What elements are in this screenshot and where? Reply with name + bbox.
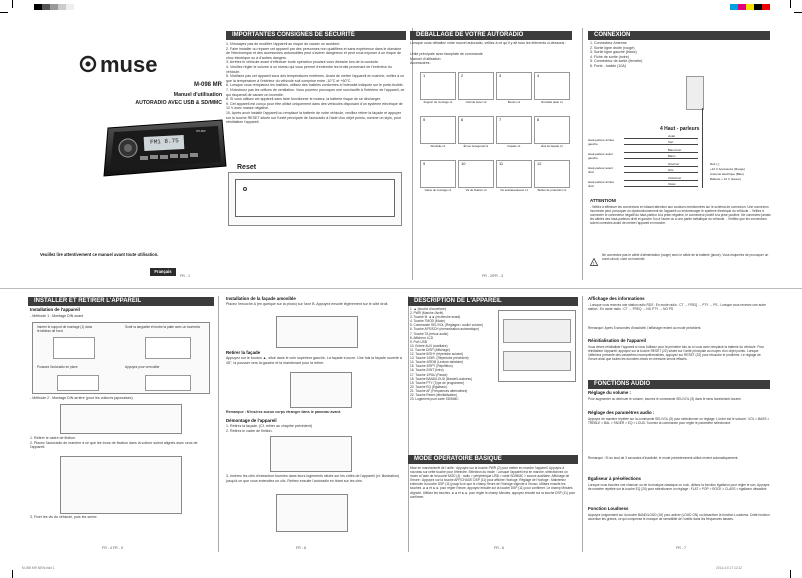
wire — [624, 166, 698, 167]
dismount-step: 2. Retirez le cadre de finition. — [226, 428, 273, 433]
install-step: 1. Retirer le cadre de finition. — [30, 436, 76, 440]
install-subheading: Installation de l'appareil — [30, 307, 80, 312]
description-item: 20. Touche EQ (Égaliseur) — [410, 384, 448, 389]
front-panel-diagram — [498, 310, 576, 382]
print-timestamp: 2014-4-5 17:12:12 — [716, 566, 743, 570]
page-number: FR - 6 — [296, 546, 306, 550]
install-steps — [30, 436, 210, 450]
mounting-sleeve — [53, 337, 95, 359]
install-diagram-2 — [60, 404, 182, 434]
reset-label: Reset — [237, 164, 257, 171]
unpacking-item: Accessoires : — [410, 61, 432, 66]
mounting-sleeve — [145, 337, 191, 359]
dismount-step: 1. Retirez la façade. (Cf. retirer au chapitre précédent) — [226, 424, 313, 428]
speaker-label: Haut-parleur arrière droit — [588, 180, 615, 188]
svg-text:muse: muse — [196, 128, 206, 133]
wire-color: Violet/noir — [668, 176, 682, 180]
crop-mark — [0, 12, 8, 13]
connection-list — [590, 41, 710, 69]
color-registration-bar — [34, 4, 74, 10]
params-title: Réglage des paramètres audio : — [588, 410, 655, 415]
figure-note: Insérer le support de montage (1) dans le tableau de bord. — [37, 325, 93, 334]
connection-item: 4. Fiche de sortie (noire) — [590, 54, 629, 59]
security-item: 3. Arrêtez le véhicule avant d'effectuer toute opération pouvant vous distraire lors de la conduite. — [226, 60, 380, 65]
language-tab: Français — [150, 268, 176, 276]
install-step: 3. Fixer les vis du véhicule, puis les serrer. — [30, 515, 98, 519]
radio-unit — [57, 375, 99, 391]
crop-mark — [12, 0, 13, 8]
brand-logo — [78, 52, 198, 76]
facade-title: Installation de la façade amovible — [226, 296, 296, 301]
description-item: 18. Touche BAND/LOUD (Bande/Loudness) — [410, 376, 472, 381]
figure-note: Sortir la languette et tordre la patte avec un tournevis — [125, 325, 200, 329]
wire — [624, 144, 698, 145]
unpacking-item: Unité principale avec faceplate de commande — [410, 52, 483, 56]
loudness-title: Fonction Loudness — [588, 506, 629, 511]
crop-mark — [790, 0, 791, 8]
section-header-security: IMPORTANTES CONSIGNES DE SÉCURITÉ — [226, 31, 406, 40]
description-item: 17. Touche 1/PAU (Pause) — [410, 372, 448, 377]
install-method-2: - Méthode 2 : Montage DIN arrière (pour les voitures japonaises) — [30, 396, 133, 400]
wire-color: Violet — [668, 182, 676, 186]
description-item: 10. Entrée AUX (auxiliaire) — [410, 343, 448, 348]
page-number: FR - 4 FR - 5 — [102, 546, 123, 550]
column-divider — [582, 296, 583, 552]
wire-color: Blanc — [668, 154, 676, 158]
params-text: Appuyez de manière répétée sur la commande SEL/VOL (5) pour sélectionner un réglage. L'ordre est le suivant : VOL > BASS > TREBLE > BAL > FADER > EQ > LOUD. Tournez la commande pour régler le paramètre sélectionné. — [588, 417, 770, 426]
dismount-title: Démontage de l'appareil — [226, 418, 277, 423]
loudness-text: Appuyez longuement sur la touche BAND/LOUD (18) pour activer (LOUD ON) ou désactiver la fonction Loudness. Cette fonction accentue les graves, ce qui compense le manque de sensibilité de l'oreille dans les fréquences basses. — [588, 513, 770, 522]
security-item: 6. Lorsque vous remplacez les fusibles, utilisez des fusibles conformes à l'intensité indiquée sur le porte-fusible. — [226, 83, 404, 88]
wire — [624, 152, 698, 153]
install-diagram-1 — [32, 322, 210, 394]
wire-bundle — [702, 108, 703, 188]
brand-wordmark: muse — [100, 52, 158, 76]
file-slug: M-098 MR NEW.indd 1 — [22, 566, 55, 570]
info-remark: Remarque: Après 5 secondes d'inactivité, l'affichage revient au mode précédent. — [588, 326, 702, 330]
description-item: 3. Touche M ◄◄ (recherche avant) — [410, 315, 461, 320]
accessory-item: 9 Gaine de montage x1 — [420, 160, 456, 188]
extract-text: 3. Insérez les clés d'extraction fournies dans leurs logements situés sur les côtés de l'appareil (cf. illustration) jusqu'à ce que vous entendiez un clic. Retirez ensuite l'autoradio en tirant sur les clés. — [226, 474, 400, 483]
info-display-text: - Lorsque vous recevez une station radio RDS : En mode radio : CT → FREQ → PTY → PS - Lorsque vous recevez une autre station : En mode radio : CT → FREQ → NO PTY → NO PS — [588, 303, 766, 312]
panel-outline — [503, 351, 571, 371]
connection-item: 2. Sortie ligne droite (rouge) — [590, 45, 635, 50]
unpacking-list — [410, 52, 572, 66]
wire-color: violet — [668, 134, 676, 138]
read-carefully-note: Veuillez lire attentivement ce manuel avant toute utilisation. — [40, 252, 159, 257]
connection-item: 6. Porte - fusible (10A) — [590, 63, 626, 68]
wire-color: Gris — [668, 168, 674, 172]
accessory-item: 3 Boulon x1 — [496, 72, 532, 100]
description-item: 19. Touche PTY (Type de programme) — [410, 380, 465, 385]
accessory-item: 8 Étui de façade x1 — [534, 116, 570, 144]
section-header-install: INSTALLER ET RETIRER L'APPAREIL — [28, 297, 214, 306]
page-number: FR - 2/FR - 3 — [482, 274, 503, 278]
security-item: 10. Après avoir installé l'appareil ou remplacé la batterie de votre véhicule, veuillez retirer la façade et appuyer sur la touche RESET située sur l'unité principale de l'autoradio à l'aide d'un objet pointu, comme un stylo, pour réinitialiser l'appareil. — [226, 110, 402, 125]
wire — [624, 138, 698, 139]
description-item: 6. Touche APS/SCH (mémorisation automatique) — [410, 327, 480, 332]
wire — [624, 186, 698, 187]
panel-outline — [503, 319, 571, 343]
wire — [624, 180, 698, 181]
connection-item: 3. Sortie ligne gauche (blanc) — [590, 50, 637, 55]
description-item: 5. Commande SEL/VOL (Réglages / audio/ volume) — [410, 323, 484, 328]
install-method-1: - Méthode 1 : Montage DIN avant — [30, 314, 84, 318]
description-item: 22. Touche Reset (réinitialisation) — [410, 392, 458, 397]
manual-title: Manuel d'utilisation — [173, 92, 222, 98]
wiring-diagram — [588, 72, 770, 192]
description-item: 7. Touche TA (retour audio) — [410, 331, 449, 336]
power-label: Antenne électrique (Bleu) — [710, 172, 744, 176]
description-item: 21. Touche AF (Fréquences alternatives) — [410, 388, 468, 393]
description-item: 15. Touche 3/RPT (Répétition) — [410, 364, 453, 369]
basic-operation-text: Mise en marche/arrêt de l'unité : Appuyez sur la touche PWR (2) pour mettre en marche l'appareil. Appuyez à nouveau sur cette touche pour l'éteindre. Sélection du mode : Lorsque l'appareil est en marche, sélectionnez un mode à l'aide de la touche MOD (4) : radio > périphérique USB > carte SD/MMC > source auxiliaire. Affichage de l'heure : Appuyez sur la touche AFFICHAGE DSP (11) pour afficher l'horloge. Réglage de l'horloge : Maintenez enfoncée la touche DSP (11) jusqu'à ce que le champ Heure de l'horloge clignote à l'écran. Utilisez ensuite les touches ◄◄ et ►► pour régler l'heure, appuyez ensuite sur la touche DSP (11) pour confirmer. Le champ Minutes clignote. Utilisez les touches ◄◄ et ►► pour régler le champ Minutes, appuyez ensuite sur la touche DSP (11) pour confirmer. — [410, 466, 576, 499]
install-diagram-3 — [60, 456, 182, 514]
power-label: Noir (-) — [710, 162, 720, 166]
column-divider — [218, 296, 219, 552]
dismount-figure — [270, 436, 352, 472]
attention-title: ATTENTION! — [590, 198, 617, 203]
accessory-item: 4 Rondelle plate x1 — [534, 72, 570, 100]
security-item: 4. Veuillez régler le volume à un niveau qui vous permet d'entendre les bruits provenant de l'extérieur du véhicule. — [226, 64, 392, 74]
car-radio-illustration — [100, 118, 230, 180]
wire-color: Vert — [668, 140, 674, 144]
description-item: 9. Port USB — [410, 339, 427, 344]
radio-unit — [145, 375, 191, 391]
radio-display-text: FM1 8.75 — [149, 137, 179, 146]
eq-text: Lorsque vous écoutez une chanson ou de la musique classique ou rock, utilisez la fonction égaliseur pour régler le son. Appuyez de manière répétée sur la touche EQ (20) pour sélectionner un réglage : FLAT > POP > ROCK > CLASS > égaliseur désactivé. — [588, 483, 770, 492]
accessory-item: 12 Boîtier de protection x1 — [534, 160, 570, 188]
power-label: +12 V Accessoire (Rouge) — [710, 167, 745, 171]
speaker-label: Haut-parleur avant gauche — [588, 152, 613, 160]
description-list — [410, 307, 496, 401]
power-label: Batterie + 12 V (Jaune) — [710, 177, 741, 181]
connection-item: 1. Connecteur Antenne — [590, 41, 627, 45]
warning-text: Ne connectez pas le câble d'alimentation (rouge) avec le câble de la batterie (jaune). Vous risqueriez de provoquer un court-circuit, voire un incendie. — [602, 253, 769, 262]
dismount-steps — [226, 424, 406, 433]
description-item: 14. Touche 4/RDM (Lecture aléatoire) — [410, 360, 464, 365]
security-item: 9. Cet appareil est conçu pour être utilisé uniquement dans des véhicules disposant d'un système électrique de 12 V avec masse négative. — [226, 101, 403, 111]
crop-mark — [794, 12, 802, 13]
accessory-item: 5 Rondelle x1 — [420, 116, 456, 144]
description-item: 13. Touche 1/DIR- (Répertoire précédent) — [410, 356, 469, 361]
description-item: 8. Afficheur LCD — [410, 335, 434, 340]
security-item: 1. N'essayez pas de modifier l'appareil au risque de causer un accident. — [226, 42, 341, 46]
accessory-item: 10 Vis de fixation x4 — [458, 160, 494, 188]
description-item: 16. Touche 2/INT (Intro) — [410, 368, 444, 373]
facade-text: Placez l'encoche A (en quelque sur la photo) sur l'axe B. Appuyez ensuite légèrement sur le côté droit. — [226, 302, 389, 306]
install-step: 2. Placez l'autoradio de manière à ce que les trous de fixation dans la voiture soient alignés avec ceux de l'appareil. — [30, 440, 198, 450]
accessory-item: 7 Façade x1 — [496, 116, 532, 144]
unpacking-intro: Lorsque vous déballez votre nouvel autoradio, veillez à ce qu'il y ait tous les éléments ci-dessous : — [410, 41, 567, 45]
page-number: FR - 7 — [676, 546, 686, 550]
extract-figure — [276, 494, 348, 532]
sheet-divider — [0, 288, 802, 289]
wire — [624, 172, 698, 173]
figure-note: Appuyez pour verrouiller — [125, 365, 160, 369]
description-item: 4. Touche TMOD (Mode) — [410, 319, 445, 324]
security-item: 7. N'obstruez pas les orifices de ventilation. Vous pourriez provoquer une surchauffe à l'intérieur de l'appareil, ce qui risquerait de causer un incendie. — [226, 87, 405, 97]
wire-color: Blanc/noir — [668, 148, 682, 152]
crop-mark — [790, 570, 791, 578]
audio-remark: Remarque : Si au bout de 3 secondes d'inactivité, le mode précédemment utilisé revient automatiquement. — [588, 456, 739, 460]
unpacking-item: Manuel d'utilisation — [410, 56, 441, 61]
section-header-unpacking: DÉBALLAGE DE VOTRE AUTORADIO — [410, 31, 572, 40]
description-item: 11. Touche DISP (Affichage) — [410, 347, 450, 352]
wire-color: Gris/noir — [668, 162, 680, 166]
radio-chassis — [235, 179, 395, 217]
security-list — [226, 42, 406, 125]
accessory-item: 11 Vis autotaraudeuse x1 — [496, 160, 532, 188]
accessory-item: 1 Support de montage x1 — [420, 72, 456, 100]
warning-icon — [590, 253, 598, 266]
remark: Remarque : N'insérez aucun corps étranger dans le panneau avant. — [226, 410, 341, 414]
remove-text: Appuyez sur le bouton ▲, situé dans le coin supérieur gauche. La façade s'ouvre. Une fois la façade ouverte à 45°, la pousser vers la gauche et la maintenant pour la retirer. — [226, 356, 402, 365]
radio-connector — [686, 76, 704, 110]
description-item: 12. Touche 5/SH+ (répertoire suivant) — [410, 352, 464, 357]
figure-note: Poussez l'autoradio en place — [37, 365, 78, 369]
speaker-label: Haut-parleur arrière gauche — [588, 138, 615, 146]
accessory-item: 6 Écrou hexagonal x1 — [458, 116, 494, 144]
facade-figure — [276, 316, 358, 348]
column-divider — [412, 28, 413, 280]
section-header-audio: FONCTIONS AUDIO — [588, 380, 770, 389]
info-display-title: Affichage des informations — [588, 296, 645, 301]
svg-text:!: ! — [593, 260, 595, 266]
description-item: 1. ▲ (touche d'ouverture) — [410, 307, 447, 311]
column-divider — [582, 28, 583, 280]
reset-hole — [243, 187, 247, 191]
volume-title: Réglage du volume : — [588, 390, 631, 395]
remove-title: Retirer la façade — [226, 350, 261, 355]
speaker-label: Haut-parleur avant droit — [588, 166, 613, 174]
wire — [624, 158, 698, 159]
color-registration-bar — [730, 4, 770, 10]
page-number: FR - 6 — [494, 546, 504, 550]
attention-text: - Veillez à effectuer les connexions en faisant attention aux couleurs mentionnées sur le schéma de connexion. Une connexion incorrecte peut provoquer un dysfonctionnement de l'appareil ou endommager le système électrique du véhicule. - Veillez à connecter le connecteur négatif du haut-parleur à la prise négative, le connecteur positif à la prise positive. Ne connectez jamais les câbles des haut-parleurs droit et gauche l'un à l'autre ou à une partie métallique du véhicule. - Vérifiez que les connexions soient correctes avant de mettre l'appareil en marche. — [590, 205, 771, 226]
connection-item: 5. Connecteur de sortie (femelle) — [590, 59, 643, 64]
accessory-grid — [420, 72, 570, 222]
reset-text: Vous devez réinitialiser l'appareil si vous l'utilisez pour la première fois ou si vous avez remplacé la batterie du véhicule. Pour réinitialiser l'appareil, appuyez sur la touche RESET (22) située sur l'unité principale au moyen d'un objet pointu. Lorsque l'afficheur présente des caractères incompréhensibles, appuyez sur RESET (22) pour résoudre le problème. Le réglage de l'heure ainsi que toutes les données mises en mémoire seront effacés. — [588, 345, 765, 362]
security-item: 2. Faire installer ou réparer cet appareil par des personnes non qualifiées et sans expérience dans le domaine de l'électronique et des accessoires automobiles peut s'avérer dangereux et peut vous exposer à un risque de choc électrique ou à d'autres dangers. — [226, 46, 402, 60]
crop-mark — [12, 570, 13, 578]
volume-text: Pour augmenter ou diminuer le volume, tournez le commande SEL/VOL (5) dans le sens horaire/anti-horaire. — [588, 397, 742, 401]
reset-figure — [228, 164, 402, 226]
security-item: 5. N'utilisez pas cet appareil sous des températures extrêmes. Avant de mettre l'appareil en marche, veillez à ce que la température à l'intérieur du véhicule soit comprise entre -10°C et +60°C. — [226, 74, 405, 83]
section-header-connection: CONNEXION — [588, 31, 770, 40]
manual-subtitle: AUTORADIO AVEC USB & SD/MMC — [135, 100, 222, 106]
security-item: 8. Si vous utilisez cet appareil sans faire fonctionner le moteur, la batterie risque de se décharger. — [226, 97, 381, 102]
page-number: FR - 1 — [180, 274, 190, 278]
description-item: 23. Logement pour carte SD/MMC — [410, 397, 459, 402]
model-number: M-098 MR — [193, 82, 222, 88]
description-item: 2. PWR (Marche /Arrêt) — [410, 311, 444, 316]
remove-figure — [290, 372, 352, 408]
section-header-basic: MODE OPÉRATOIRE BASIQUE — [408, 455, 578, 464]
column-divider — [408, 296, 409, 552]
section-header-description: DESCRIPTION DE L'APPAREIL — [408, 297, 578, 306]
accessory-item: 2 Outil de levier x2 — [458, 72, 494, 100]
reset-title: Réinitialisation de l'appareil — [588, 338, 646, 343]
eq-title: Égaliseur à présélections — [588, 476, 641, 481]
speakers-title: 4 Haut - parleurs — [660, 126, 700, 132]
